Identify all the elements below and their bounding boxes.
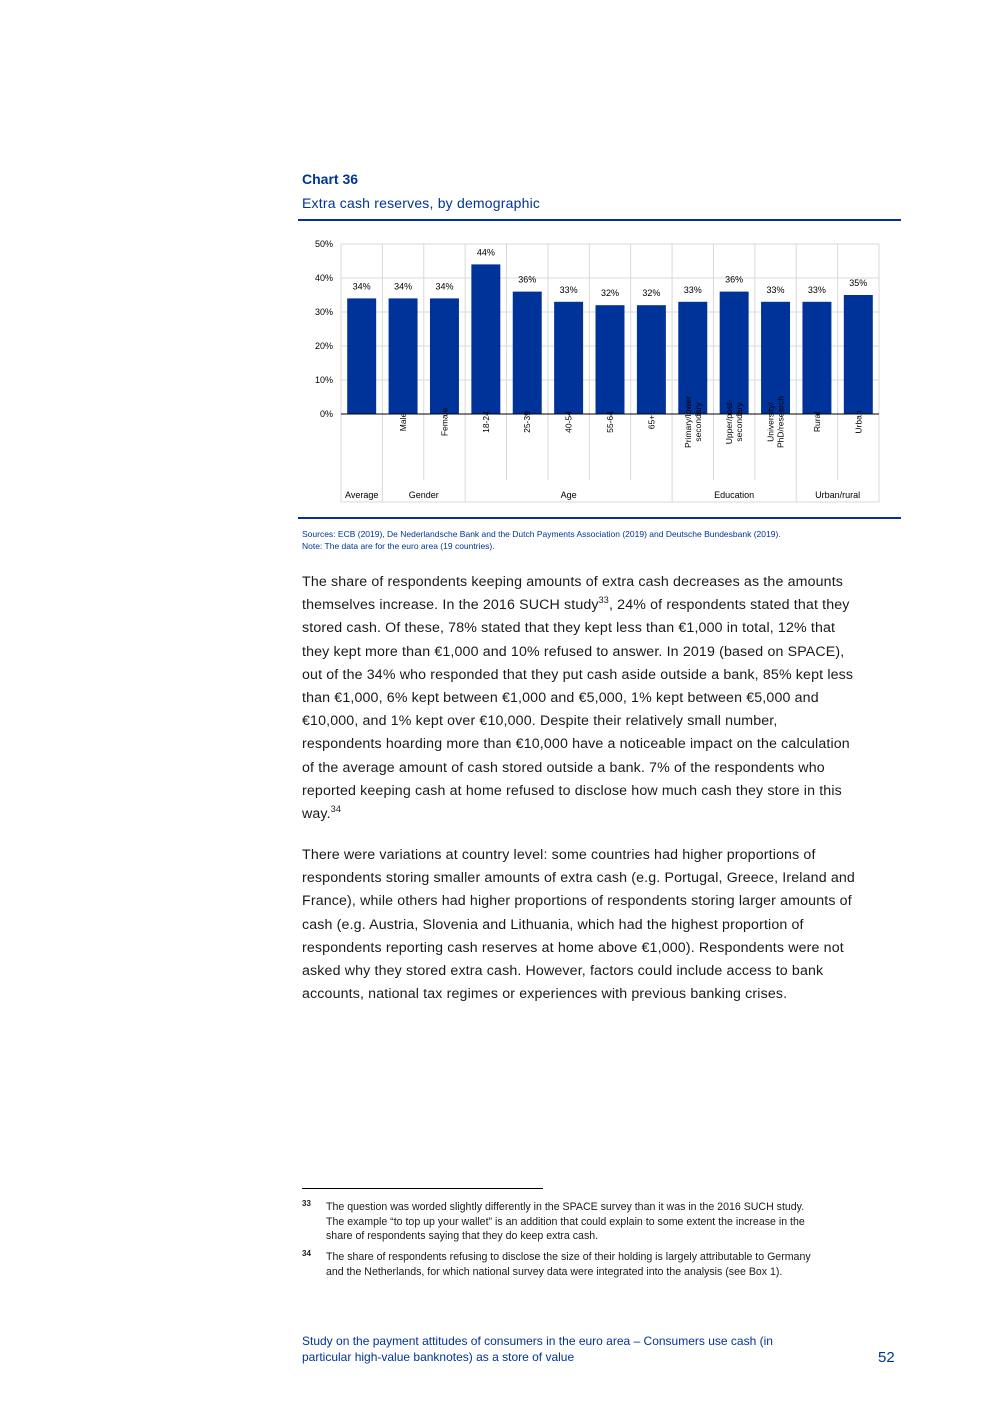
x-tick-label: Male (398, 412, 409, 432)
x-tick-label: Female (439, 407, 450, 437)
x-tick-label: 40-54 (563, 411, 574, 433)
bar (430, 298, 459, 414)
y-tick-label: 30% (314, 307, 333, 317)
data-label: 36% (725, 274, 744, 285)
group-label: Average (345, 490, 379, 500)
footer-title: Study on the payment attitudes of consumers in the euro area – Consumers use cash (in particular high-value banknotes) as a store of value (302, 1334, 773, 1364)
y-tick-label: 40% (314, 273, 333, 283)
text-line: respondents reporting cash reserves at home above €1,000). Respondents were not (302, 939, 844, 956)
bar (637, 305, 666, 414)
data-label: 33% (766, 284, 785, 295)
text-line: cash (e.g. Austria, Slovenia and Lithuania, which had the highest proportion of (302, 916, 804, 933)
data-label: 33% (807, 284, 826, 295)
y-tick-label: 0% (319, 409, 333, 419)
group-label: Gender (408, 490, 439, 500)
text-line: out of the 34% who responded that they put cash aside outside a bank, 85% kept less (302, 666, 854, 683)
footnote-number: 33 (302, 1199, 311, 1208)
footnote-number: 34 (302, 1249, 311, 1258)
bar (844, 295, 873, 414)
x-tick-label: Rural (811, 411, 822, 433)
text-line: €10,000, and 1% kept over €10,000. Despite their relatively small number, (302, 713, 778, 730)
data-label: 36% (518, 274, 537, 285)
bar (347, 298, 376, 414)
x-tick-label: Urban (853, 410, 864, 434)
chart-bottom-rule (298, 517, 901, 519)
text-line: than €1,000, 6% kept between €1,000 and €5,000, 1% kept between €5,000 and (302, 690, 819, 707)
footnote-rule (302, 1188, 543, 1189)
x-tick-label: Primary/lowersecondary (682, 396, 703, 448)
data-label: 32% (600, 288, 620, 299)
group-label: Urban/rural (815, 490, 861, 500)
data-label: 35% (849, 278, 868, 288)
text-line: way.$^{34}$ (302, 804, 342, 823)
data-label: 33% (683, 284, 702, 295)
data-label: 44% (476, 247, 495, 258)
data-label: 33% (559, 284, 578, 295)
y-tick-label: 20% (314, 341, 333, 351)
text-line: There were variations at country level: some countries had higher proportions of (302, 847, 816, 863)
data-label: 32% (642, 288, 661, 299)
note-line: Note: The data are for the euro area (19 countries). (302, 541, 495, 551)
page-number: 52 (878, 1349, 895, 1366)
text-line: they kept more than €1,000 and 10% refused to answer. In 2019 (based on SPACE), (302, 643, 845, 660)
text-line: reported keeping cash at home refused to disclose how much cash they store in this (302, 782, 842, 799)
bar (513, 292, 542, 414)
footnote-text: The share of respondents refusing to disclose the size of their holding is largely attributable to Germany and the Netherlands, for which national survey data were integrated into the analysis (see Box 1). (326, 1251, 811, 1278)
bar (802, 302, 831, 414)
footnote-ref-33[interactable]: 33 (598, 595, 609, 606)
text-line: asked why they stored extra cash. However, factors could include access to bank (302, 963, 824, 980)
chart-sources (302, 528, 902, 552)
y-tick-label: 10% (314, 375, 333, 385)
paragraph-1 (302, 571, 902, 826)
x-tick-label: 65+ (646, 414, 657, 430)
x-tick-label: 18-24 (480, 411, 491, 433)
footnote-text: The question was worded slightly differently in the SPACE survey than it was in the 2016 SUCH study. The example “to top up your wallet” is an addition that could explain to some extent the increase in the share of respondents saying that they do keep extra cash. (326, 1201, 805, 1243)
text-line: of the average amount of cash stored outside a bank. 7% of the respondents who (302, 759, 825, 776)
x-tick-label: 25-39 (522, 411, 533, 433)
data-label: 34% (394, 281, 413, 292)
text-line: respondents hoarding more than €10,000 have a noticeable impact on the calculation (302, 736, 850, 753)
bar (471, 264, 500, 414)
text-line: France), while others had higher proportions of respondents storing larger amounts of (302, 893, 852, 910)
y-tick-label: 50% (314, 239, 333, 249)
x-tick-label: Upper/post-secondary (724, 399, 745, 445)
x-tick-label: University/PhD/research (765, 396, 786, 448)
group-label: Education (714, 490, 755, 500)
bar (554, 302, 583, 414)
chart-subtitle: Extra cash reserves, by demographic (302, 195, 541, 211)
paragraph-2 (302, 844, 902, 1006)
chart-title: Chart 36 (302, 171, 359, 187)
x-tick-label: 55-64 (605, 411, 615, 433)
bar-chart (298, 226, 901, 506)
footnote-ref-34[interactable]: 34 (330, 804, 342, 815)
text-line: The share of respondents keeping amounts of extra cash decreases as the amounts (302, 574, 844, 590)
text-line: themselves increase. In the 2016 SUCH study$^{33}$, 24% of respondents stated that they (302, 595, 850, 614)
text-line: accounts, national tax regimes or experiences with previous banking crises. (302, 986, 788, 1003)
sources-line: Sources: ECB (2019), De Nederlandsche Bank and the Dutch Payments Association (2019) and Deutsche Bundesbank (2019). (302, 529, 781, 539)
text-line: stored cash. Of these, 78% stated that they kept less than €1,000 in total, 12% that (302, 620, 836, 637)
text-line: respondents storing smaller amounts of extra cash (e.g. Portugal, Greece, Ireland and (302, 870, 855, 887)
data-label: 34% (435, 281, 454, 292)
data-label: 34% (352, 281, 371, 292)
bar (720, 292, 749, 414)
bar (389, 298, 418, 414)
group-label: Age (560, 490, 577, 500)
bar (596, 305, 625, 414)
chart-top-rule (298, 219, 901, 221)
